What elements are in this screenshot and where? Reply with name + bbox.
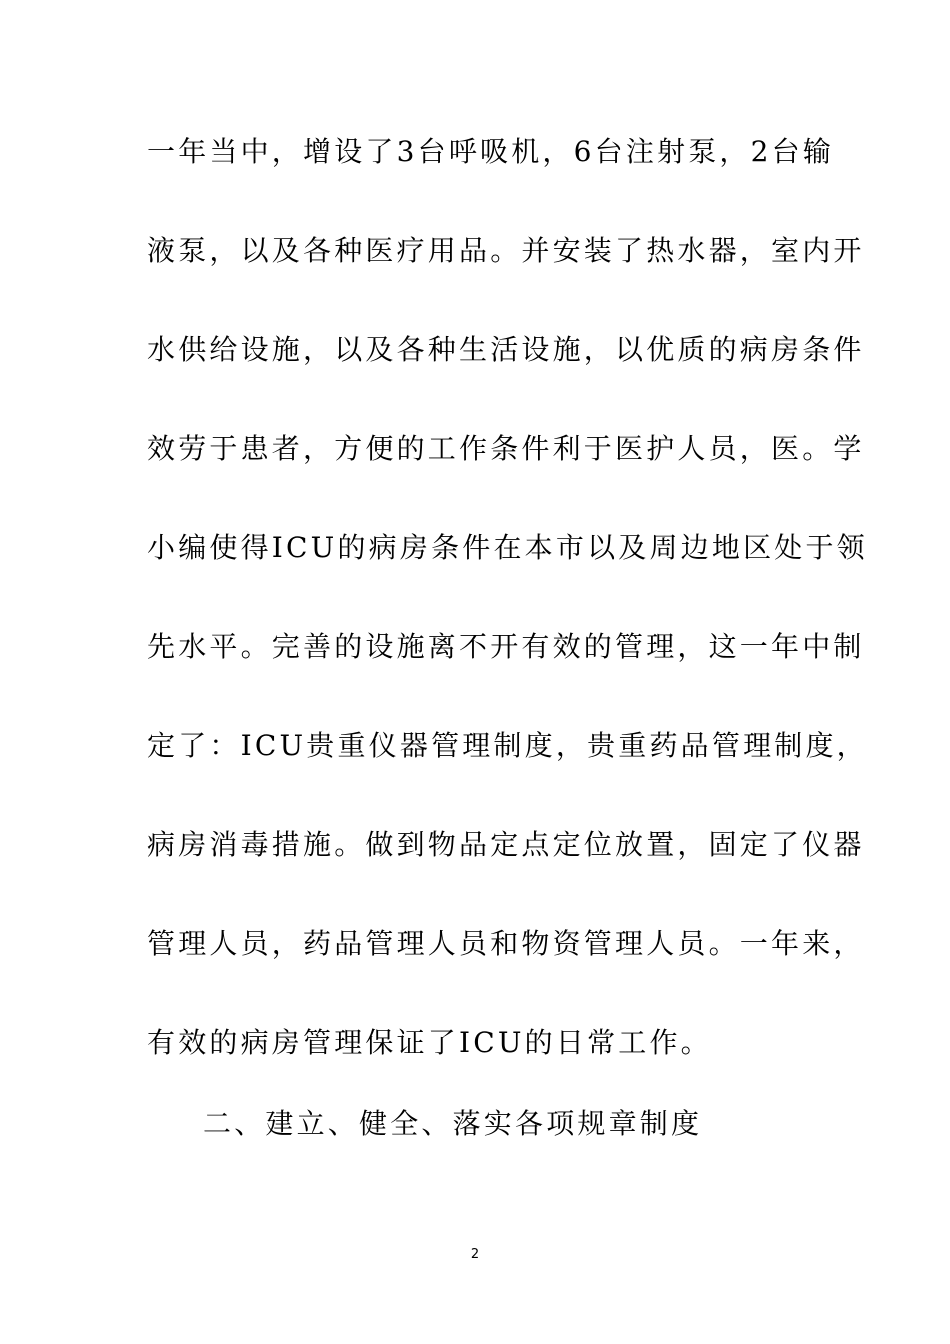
body-text-line: 管理人员，药品管理人员和物资管理人员。一年来， [147, 927, 865, 960]
section-heading: 二、建立、健全、落实各项规章制度 [203, 1107, 703, 1140]
body-text-line: 有效的病房管理保证了ICU的日常工作。 [147, 1026, 712, 1059]
page-number: 2 [470, 1247, 480, 1262]
body-text-line: 水供给设施，以及各种生活设施，以优质的病房条件 [147, 333, 865, 366]
body-text-line: 效劳于患者，方便的工作条件利于医护人员，医。学 [147, 432, 865, 465]
body-text-line: 小编使得ICU的病房条件在本市以及周边地区处于领 [147, 531, 868, 564]
body-text-line: 一年当中，增设了3台呼吸机，6台注射泵，2台输 [147, 135, 835, 168]
body-text-line: 液泵，以及各种医疗用品。并安装了热水器，室内开 [147, 234, 865, 267]
body-text-line: 先水平。完善的设施离不开有效的管理，这一年中制 [147, 630, 865, 663]
body-text-line: 定了：ICU贵重仪器管理制度，贵重药品管理制度， [147, 729, 868, 762]
body-text-line: 病房消毒措施。做到物品定点定位放置，固定了仪器 [147, 828, 865, 861]
